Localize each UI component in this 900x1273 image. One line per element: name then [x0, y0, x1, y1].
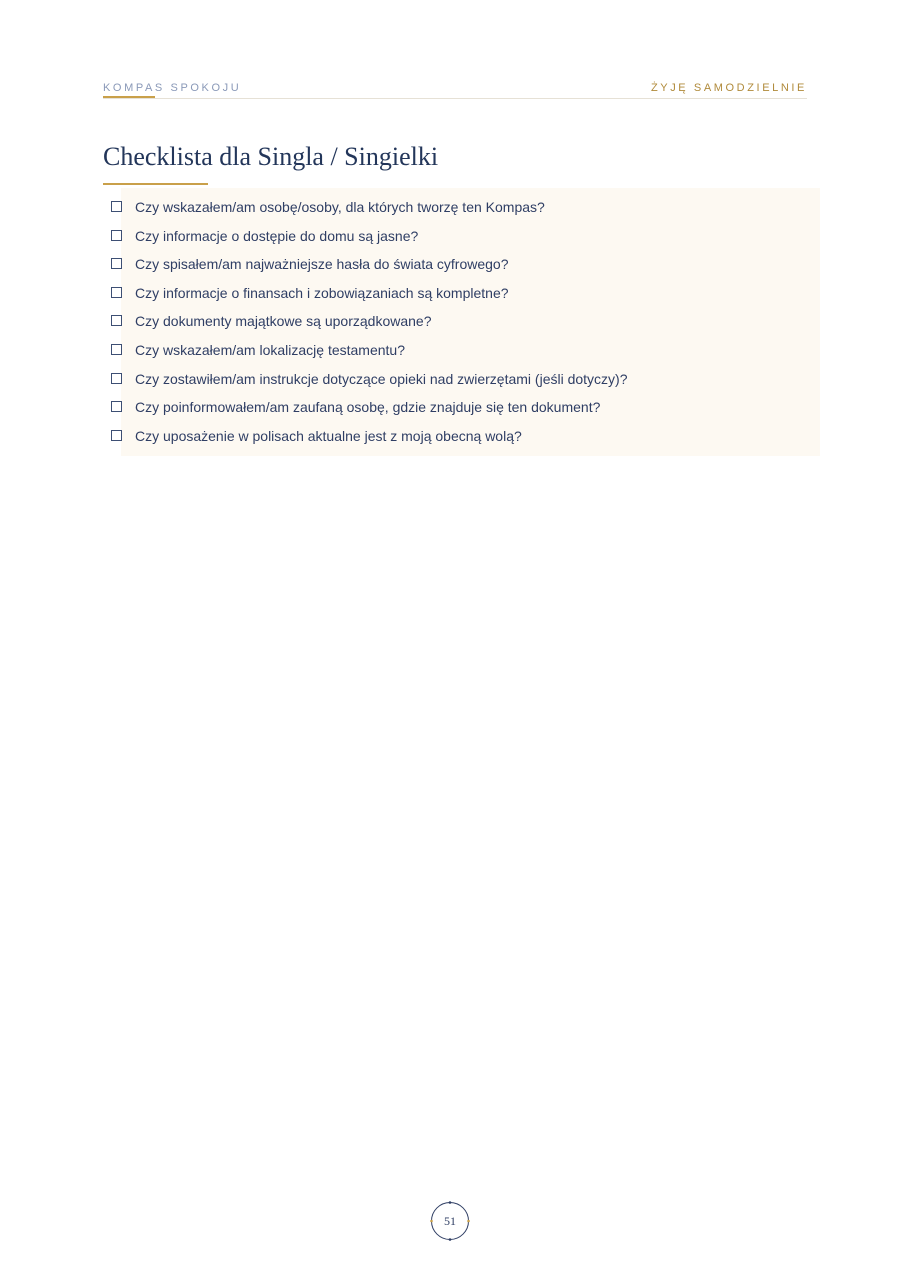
checkbox-icon[interactable] — [111, 344, 122, 355]
checkbox-icon[interactable] — [111, 315, 122, 326]
checkbox-icon[interactable] — [111, 430, 122, 441]
checklist-item — [111, 253, 628, 282]
checklist-item — [111, 225, 628, 254]
checklist-item — [111, 282, 628, 311]
page-title: Checklista dla Singla / Singielki — [103, 142, 439, 171]
checkbox-icon[interactable] — [111, 401, 122, 412]
checklist-item-text: Czy spisałem/am najważniejsze hasła do świata cyfrowego? — [135, 256, 509, 273]
page-number: 51 — [444, 1214, 456, 1228]
checklist-item — [111, 339, 628, 368]
checklist-item — [111, 196, 628, 225]
checkbox-icon[interactable] — [111, 230, 122, 241]
checkbox-icon[interactable] — [111, 287, 122, 298]
checklist-item-text: Czy informacje o finansach i zobowiązaniach są kompletne? — [135, 284, 509, 301]
checkbox-icon[interactable] — [111, 258, 122, 269]
page-number-badge — [430, 1201, 470, 1241]
checklist-item-text: Czy poinformowałem/am zaufaną osobę, gdzie znajduje się ten dokument? — [135, 399, 601, 416]
checklist-item — [111, 396, 628, 425]
checklist-item-text: Czy wskazałem/am osobę/osoby, dla których tworzę ten Kompas? — [135, 199, 545, 215]
checklist-item-text: Czy informacje o dostępie do domu są jasne? — [135, 227, 419, 244]
title-accent-line — [103, 183, 208, 185]
checkbox-icon[interactable] — [111, 373, 122, 384]
checklist-item-text: Czy zostawiłem/am instrukcje dotyczące opieki nad zwierzętami (jeśli dotyczy)? — [135, 370, 628, 387]
checklist-item — [111, 425, 628, 454]
checkbox-icon[interactable] — [111, 201, 122, 212]
publication-title: KOMPAS SPOKOJU — [103, 82, 242, 94]
running-header — [103, 80, 807, 99]
header-accent-line — [103, 96, 155, 98]
checklist — [111, 196, 628, 453]
section-title: ŻYJĘ SAMODZIELNIE — [650, 82, 807, 94]
checklist-item-text: Czy uposażenie w polisach aktualne jest z moją obecną wolą? — [135, 427, 522, 444]
checklist-item — [111, 310, 628, 339]
checklist-item-text: Czy dokumenty majątkowe są uporządkowane? — [135, 313, 432, 330]
checklist-item-text: Czy wskazałem/am lokalizację testamentu? — [135, 341, 405, 358]
checklist-item — [111, 368, 628, 397]
